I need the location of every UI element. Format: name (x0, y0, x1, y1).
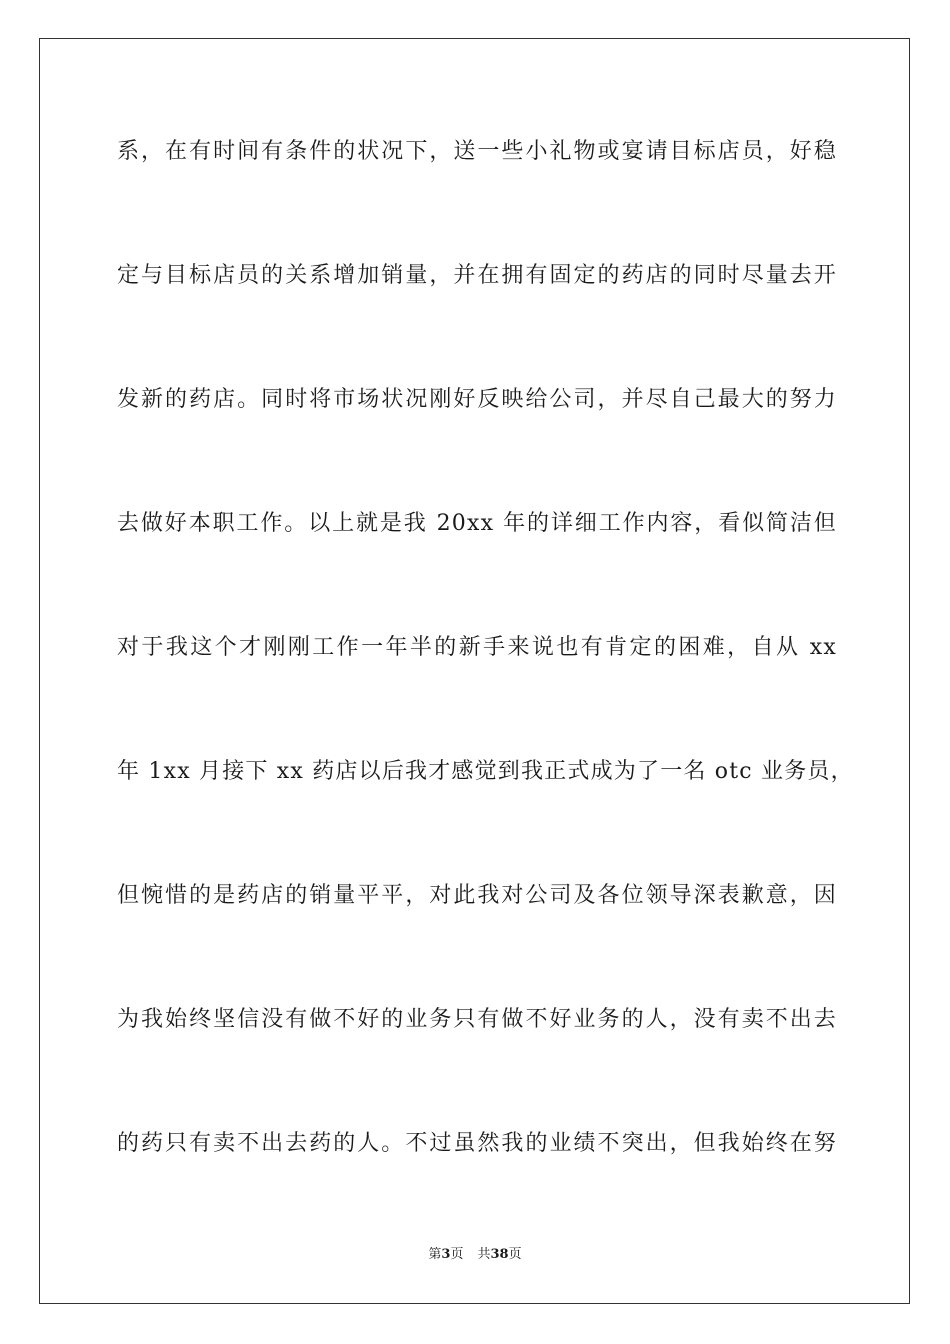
body-text-line: 定与目标店员的关系增加销量，并在拥有固定的药店的同时尽量去开 (117, 263, 837, 288)
body-text-line: 年 1xx 月接下 xx 药店以后我才感觉到我正式成为了一名 otc 业务员， (117, 759, 854, 784)
body-text-line: 对于我这个才刚刚工作一年半的新手来说也有肯定的困难，自从 xx (117, 635, 837, 660)
total-pages-prefix: 共 (477, 1247, 491, 1262)
body-text-line: 的药只有卖不出去药的人。不过虽然我的业绩不突出，但我始终在努 (117, 1131, 837, 1156)
total-pages-suffix: 页 (508, 1247, 522, 1262)
body-text-line: 发新的药店。同时将市场状况刚好反映给公司，并尽自己最大的努力 (117, 387, 837, 412)
body-text-line: 为我始终坚信没有做不好的业务只有做不好业务的人，没有卖不出去 (117, 1007, 837, 1032)
body-text-line: 去做好本职工作。以上就是我 20xx 年的详细工作内容，看似简洁但 (117, 511, 837, 536)
total-pages: 38 (490, 1247, 509, 1262)
body-text-line: 系，在有时间有条件的状况下，送一些小礼物或宴请目标店员，好稳 (117, 139, 837, 164)
page-number-suffix: 页 (450, 1247, 464, 1262)
page-number-prefix: 第 (428, 1247, 442, 1262)
body-text-line: 但惋惜的是药店的销量平平，对此我对公司及各位领导深表歉意，因 (117, 883, 837, 908)
page-footer (0, 1246, 950, 1264)
page-border (39, 38, 910, 1304)
page-number: 3 (441, 1247, 451, 1262)
